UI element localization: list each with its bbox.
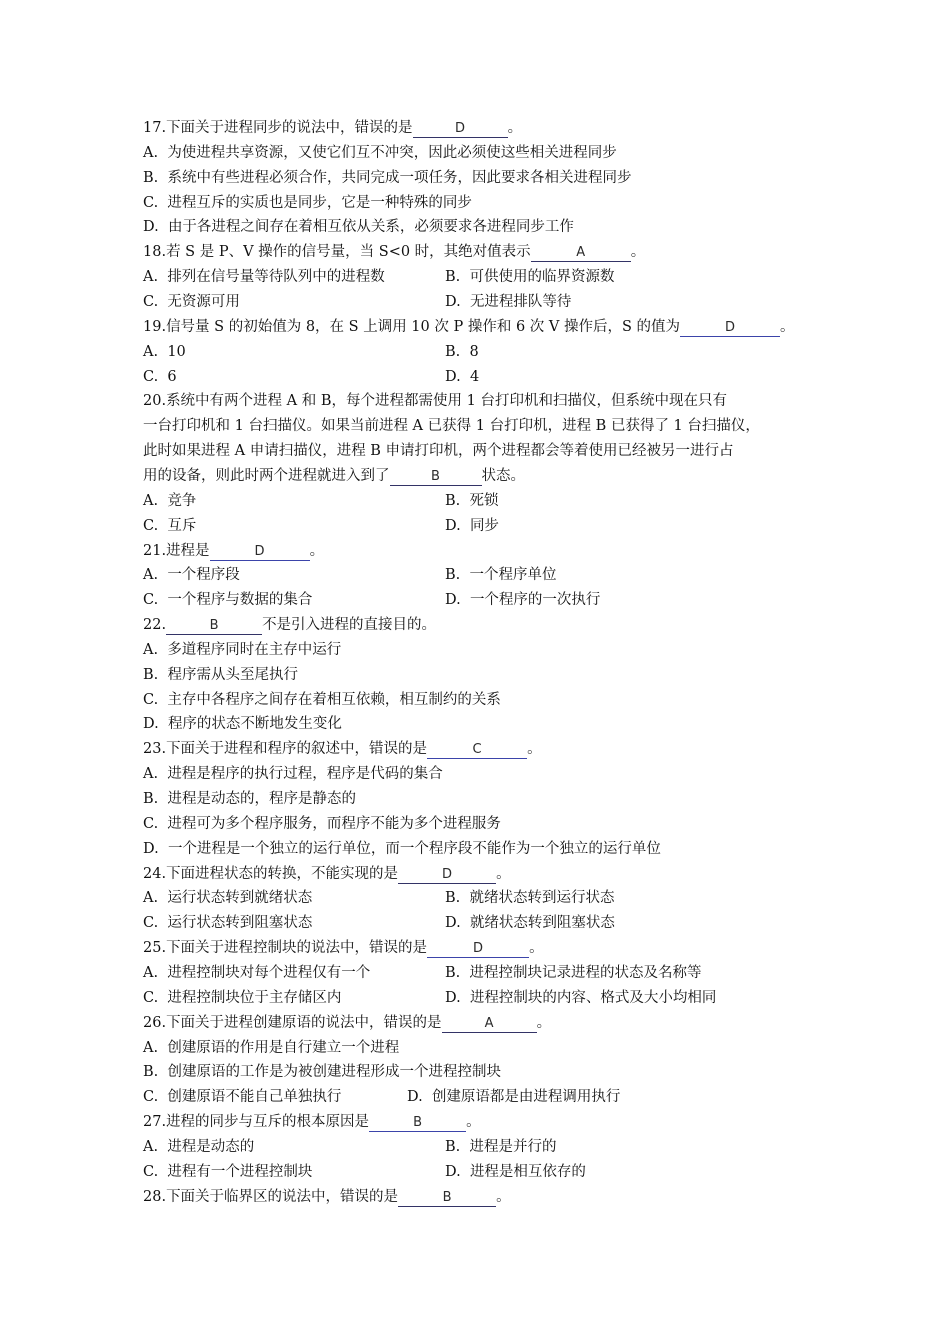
answer-blank (413, 120, 508, 138)
option-label: C. (143, 294, 159, 310)
option-row (143, 516, 811, 536)
answer-letter: D (254, 543, 265, 559)
option-text: 进程是并行的 (469, 1138, 557, 1155)
option-right (445, 888, 614, 908)
option-label: B. (143, 666, 159, 683)
option-label: D. (445, 592, 461, 609)
option-text: 互斥 (167, 517, 197, 534)
question-stem-after: 。 (630, 244, 646, 261)
option-right (445, 292, 571, 312)
question-number: 25 (143, 940, 162, 957)
option-label: D. (445, 915, 461, 932)
option-row (143, 1087, 811, 1107)
option-label: B. (445, 343, 461, 360)
option-label: A. (143, 1138, 159, 1155)
answer-blank (390, 468, 482, 486)
answer-letter: A (576, 245, 586, 261)
option-row (143, 764, 811, 784)
question-stem-text: 一台打印机和 1 台扫描仪。如果当前进程 A 已获得 1 台打印机，进程 B 已获得了 1 台扫描仪， (143, 418, 760, 435)
option-row (143, 963, 811, 983)
question-stem-text: 此时如果进程 A 申请扫描仪，进程 B 申请打印机，两个进程都会等着使用已经被另一进行占 (143, 443, 734, 460)
option-label: D. (143, 219, 159, 236)
question-stem-before: 下面进程状态的转换，不能实现的是 (166, 865, 399, 882)
answer-blank (398, 866, 496, 884)
option-right (445, 590, 600, 610)
option-row (143, 640, 811, 660)
option-label: A. (143, 964, 159, 981)
question-number: 27 (143, 1114, 162, 1130)
answer-blank (210, 543, 310, 561)
answer-letter: B (209, 618, 219, 633)
option-text: 4 (469, 368, 480, 385)
option-row (143, 367, 811, 387)
option-label: D. (407, 1089, 423, 1106)
option-text: 一个程序段 (167, 567, 240, 584)
answer-letter: C (472, 742, 482, 758)
answer-blank (427, 741, 527, 759)
question-number: 17 (143, 120, 162, 136)
option-label: C. (143, 691, 159, 708)
option-label: C. (143, 989, 159, 1006)
question-number: 24 (143, 865, 162, 882)
option-label: D. (445, 368, 461, 385)
option-row (143, 1137, 811, 1157)
question-stem-after: 。 (536, 1014, 552, 1031)
option-text: 创建原语不能自己单独执行 (167, 1089, 342, 1106)
question-stem-before: 进程的同步与互斥的根本原因是 (166, 1114, 370, 1130)
option-text: 无进程排队等待 (469, 294, 572, 310)
option-text: 进程可为多个程序服务，而程序不能为多个进程服务 (167, 815, 501, 832)
option-label: C. (143, 194, 159, 211)
question-stem: 27.进程的同步与互斥的根本原因是 B 。 (143, 1114, 481, 1130)
option-text: 进程是程序的执行过程，程序是代码的集合 (167, 766, 443, 783)
option-row (143, 1162, 811, 1182)
question-stem-before: 下面关于进程控制块的说法中，错误的是 (166, 940, 428, 957)
question-stem-before: 下面关于进程同步的说法中，错误的是 (166, 120, 413, 136)
question-number: 20 (143, 393, 162, 410)
option-row (143, 168, 811, 188)
option-text: 进程有一个进程控制块 (167, 1163, 313, 1180)
option-text: 就绪状态转到阻塞状态 (469, 915, 615, 932)
answer-letter: D (725, 319, 736, 335)
option-text: 就绪状态转到运行状态 (469, 890, 615, 907)
option-text: 运行状态转到阻塞状态 (167, 915, 313, 932)
question-number: 19 (143, 318, 162, 335)
question-stem-text: 系统中有两个进程 A 和 B，每个进程都需使用 1 台打印机和扫描仪，但系统中现在只有 (166, 393, 727, 410)
option-text: 一个程序与数据的集合 (167, 592, 313, 609)
option-row (143, 665, 811, 685)
option-label: A. (143, 269, 159, 286)
answer-letter: D (455, 121, 466, 136)
answer-blank (166, 617, 262, 635)
option-text: 8 (469, 343, 479, 360)
option-text: 多道程序同时在主存中运行 (167, 641, 342, 658)
option-text: 一个程序的一次执行 (469, 592, 601, 609)
option-text: 竞争 (167, 492, 197, 509)
answer-letter: B (442, 1189, 452, 1205)
answer-letter: B (431, 468, 440, 484)
question-stem: 28.下面关于临界区的说法中，错误的是 B 。 (143, 1188, 511, 1205)
option-label: A. (143, 641, 159, 658)
option-label: D. (445, 517, 461, 534)
option-label: A. (143, 766, 159, 783)
option-text: 6 (167, 368, 177, 385)
question-number: 28 (143, 1188, 162, 1205)
question-stem: 21.进程是 D 。 (143, 542, 325, 559)
answer-blank (531, 244, 631, 262)
option-text: 无资源可用 (167, 294, 240, 310)
option-text: 进程是动态的 (167, 1138, 255, 1155)
option-right (445, 491, 498, 511)
option-text: 10 (167, 343, 186, 360)
question-number: 18 (143, 244, 162, 261)
option-row (143, 193, 811, 213)
option-label: A. (143, 144, 159, 161)
option-label: D. (445, 294, 461, 310)
option-text: 程序需从头至尾执行 (167, 666, 298, 683)
option-right (445, 342, 479, 362)
option-label: B. (143, 1064, 159, 1081)
question-stem-after: 。 (780, 318, 795, 335)
option-text: 死锁 (469, 492, 499, 509)
option-label: B. (445, 964, 461, 981)
option-text: 程序的状态不断地发生变化 (167, 716, 342, 733)
question-stem: 26.下面关于进程创建原语的说法中，错误的是 A 。 (143, 1014, 552, 1031)
question-stem-after: 。 (496, 865, 511, 882)
question-stem: 19.信号量 S 的初始值为 8，在 S 上调用 10 次 P 操作和 6 次 V 操作后，S 的值为 D 。 (143, 318, 795, 335)
option-row (143, 988, 811, 1008)
option-row (143, 913, 811, 933)
option-text: 系统中有些进程必须合作，共同完成一项任务，因此要求各相关进程同步 (167, 169, 632, 186)
option-row (143, 267, 811, 287)
option-label: A. (143, 343, 159, 360)
option-row (143, 143, 811, 163)
option-text: 同步 (469, 517, 499, 534)
question-stem-after: 。 (309, 542, 325, 559)
option-label: B. (445, 492, 461, 509)
question-stem-before: 进程是 (166, 542, 210, 559)
option-label: C. (143, 368, 159, 385)
question-stem-after: 。 (529, 940, 544, 957)
answer-letter: D (442, 866, 453, 882)
option-text: 运行状态转到就绪状态 (167, 890, 313, 907)
option-label: B. (445, 1138, 461, 1155)
option-label: D. (445, 989, 461, 1006)
option-label: B. (445, 269, 461, 286)
option-text: 排列在信号量等待队列中的进程数 (167, 269, 385, 286)
option-label: A. (143, 492, 159, 509)
question-number: 22 (143, 617, 162, 633)
option-right (407, 1087, 620, 1107)
answer-blank (680, 319, 780, 337)
option-text: 创建原语的工作是为被创建进程形成一个进程控制块 (167, 1064, 501, 1081)
option-right (445, 1137, 556, 1157)
question-stem-after: 。 (527, 741, 542, 758)
answer-blank (398, 1189, 496, 1207)
answer-blank (369, 1114, 466, 1132)
option-text: 一个进程是一个独立的运行单位，而一个程序段不能作为一个独立的运行单位 (167, 840, 661, 857)
option-row (143, 292, 811, 312)
question-stem-after: 状态。 (481, 467, 525, 484)
option-right (445, 913, 615, 933)
option-text: 进程控制块位于主存储区内 (167, 989, 342, 1006)
question-stem-before: 信号量 S 的初始值为 8，在 S 上调用 10 次 P 操作和 6 次 V 操作后，S 的值为 (166, 318, 681, 335)
question-stem-before: 下面关于进程和程序的叙述中，错误的是 (166, 741, 428, 758)
option-right (445, 963, 701, 983)
option-right (445, 267, 614, 287)
option-row (143, 590, 811, 610)
option-right (445, 367, 479, 387)
question-stem: 25.下面关于进程控制块的说法中，错误的是 D 。 (143, 940, 544, 957)
option-row (143, 1038, 811, 1058)
option-text: 由于各进程之间存在着相互依从关系，必须要求各进程同步工作 (167, 219, 574, 236)
question-stem-after: 不是引入进程的直接目的。 (262, 617, 437, 633)
option-text: 进程是动态的，程序是静态的 (167, 791, 356, 807)
option-label: C. (143, 1089, 159, 1106)
question-stem-before: 若 S 是 P、V 操作的信号量，当 S<0 时，其绝对值表示 (166, 244, 531, 261)
option-label: A. (143, 567, 159, 584)
option-row (143, 714, 811, 734)
answer-blank (427, 940, 529, 958)
question-stem-before: 下面关于临界区的说法中，错误的是 (166, 1188, 399, 1205)
option-label: C. (143, 1163, 159, 1180)
option-text: 进程互斥的实质也是同步，它是一种特殊的同步 (167, 194, 472, 211)
answer-letter: B (413, 1115, 423, 1130)
option-text: 为使进程共享资源，又使它们互不冲突，因此必须使这些相关进程同步 (167, 144, 617, 161)
option-label: C. (143, 592, 159, 609)
question-stem: 22. B 不是引入进程的直接目的。 (143, 617, 437, 633)
option-text: 可供使用的临界资源数 (469, 269, 615, 286)
option-text: 主存中各程序之间存在着相互依赖，相互制约的关系 (167, 691, 501, 708)
option-row (143, 1062, 811, 1082)
option-right (445, 988, 716, 1008)
option-label: D. (445, 1163, 461, 1180)
option-label: C. (143, 517, 159, 534)
question-stem-before: 下面关于进程创建原语的说法中，错误的是 (166, 1014, 442, 1031)
option-text: 一个程序单位 (469, 567, 557, 584)
question-stem: 24.下面进程状态的转换，不能实现的是 D 。 (143, 865, 511, 882)
option-row (143, 565, 811, 585)
option-right (445, 516, 499, 536)
question-stem-after: 。 (507, 120, 523, 136)
option-row (143, 491, 811, 511)
question-stem: 23.下面关于进程和程序的叙述中，错误的是 C 。 (143, 741, 542, 758)
answer-letter: A (484, 1015, 494, 1031)
answer-letter: D (473, 941, 484, 957)
question-stem-line (143, 441, 811, 461)
question-stem-after: 。 (496, 1188, 511, 1205)
option-row (143, 342, 811, 362)
option-row (143, 789, 811, 809)
option-label: B. (143, 791, 159, 807)
question-stem-line (143, 416, 811, 436)
option-right (445, 1162, 586, 1182)
option-text: 创建原语都是由进程调用执行 (431, 1089, 621, 1106)
option-label: B. (445, 890, 461, 907)
option-label: B. (143, 169, 159, 186)
question-stem: 17.下面关于进程同步的说法中，错误的是 D 。 (143, 120, 523, 136)
option-label: D. (143, 716, 159, 733)
question-stem-before: 用的设备，则此时两个进程就进入到了 (143, 467, 390, 484)
option-label: A. (143, 890, 159, 907)
option-row (143, 888, 811, 908)
question-number: 23 (143, 741, 162, 758)
question-stem-line: 20.系统中有两个进程 A 和 B，每个进程都需使用 1 台打印机和扫描仪，但系统中现在只有 (143, 393, 727, 410)
answer-blank (442, 1015, 537, 1033)
option-row (143, 217, 811, 237)
question-stem: 18.若 S 是 P、V 操作的信号量，当 S<0 时，其绝对值表示 A 。 (143, 244, 646, 261)
option-text: 进程控制块的内容、格式及大小均相同 (469, 989, 717, 1006)
option-row (143, 839, 811, 859)
option-text: 进程是相互依存的 (469, 1163, 586, 1180)
option-text: 进程控制块对每个进程仅有一个 (167, 964, 371, 981)
question-number: 21 (143, 542, 162, 559)
question-stem-after: 。 (466, 1114, 481, 1130)
question-number: 26 (143, 1014, 162, 1031)
option-text: 创建原语的作用是自行建立一个进程 (167, 1039, 400, 1056)
option-label: A. (143, 1039, 159, 1056)
option-label: C. (143, 815, 159, 832)
option-label: D. (143, 840, 159, 857)
option-label: C. (143, 915, 159, 932)
option-right (445, 565, 556, 585)
option-row (143, 814, 811, 834)
option-row (143, 690, 811, 710)
option-text: 进程控制块记录进程的状态及名称等 (469, 964, 702, 981)
question-stem (143, 466, 811, 486)
option-label: B. (445, 567, 461, 584)
